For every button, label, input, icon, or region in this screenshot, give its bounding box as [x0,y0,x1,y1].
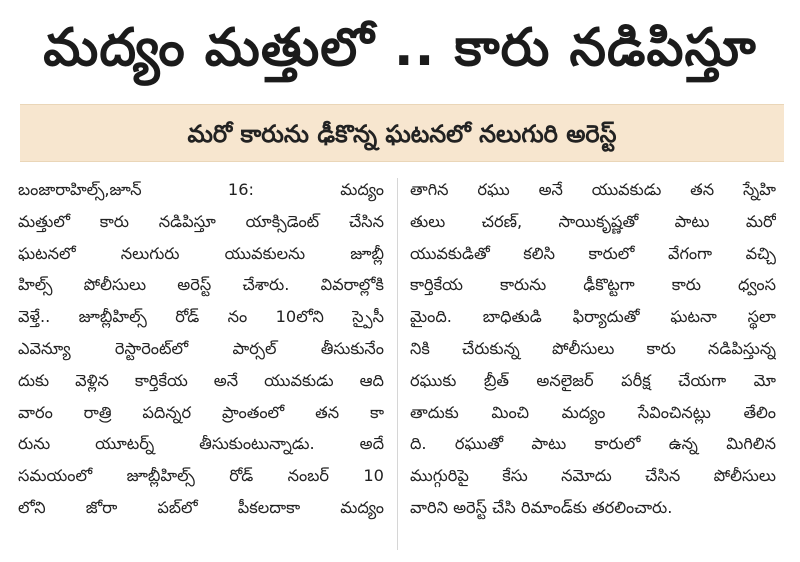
article-body [18,174,784,556]
left-column-line: హిల్స్ పోలీసులు అరెస్ట్ చేశారు. వివరాల్లోకి [18,275,384,295]
subheadline: మరో కారును ఢీకొన్న ఘటనలో నలుగురి అరెస్ట్ [187,120,617,148]
left-column-line: బంజారాహిల్స్,జూన్ 16: మద్యం [18,180,384,199]
right-column-line: తులు చరణ్, సాయికృష్ణతో పాటు మరో [410,211,776,231]
right-column [410,174,776,556]
right-column-line: నికి చేరుకున్న పోలీసులు కారు నడిపిస్తున్న [410,338,776,358]
left-column-line: రును యూటర్న్ తీసుకుంటున్నాడు. అదే [18,434,384,454]
right-column-line: ది. రఘుతో పాటు కారులో ఉన్న మిగిలిన [410,434,776,454]
left-column-line: దుకు వెళ్లిన కార్తికేయ అనే యువకుడు ఆది [18,370,384,390]
right-column-line: రఘుకు బ్రీత్ అనలైజర్ పరీక్ష చేయగా మో [410,370,776,390]
right-column-line: వారిని అరెస్ట్ చేసి రిమాండ్‌కు తరలించారు. [410,497,673,517]
left-column [18,174,384,556]
right-column-line: ముగ్గురిపై కేసు నమోదు చేసిన పోలీసులు [410,466,776,486]
left-column-line: లోని జోరా పబ్‌లో పీకలదాకా మద్యం [18,497,384,517]
right-column-line: కార్తికేయ కారును ఢీకొట్టగా కారు ధ్వంస [410,275,776,295]
column-divider [397,178,398,550]
right-column-line: తాదుకు మించి మద్యం సేవించినట్లు తేలిం [410,402,776,422]
left-column-line: వారం రాత్రి పదిన్నర ప్రాంతంలో తన కా [18,402,384,422]
left-column-line: వెళ్తే.. జూబ్లీహిల్స్ రోడ్ నం 10లోని స్పైసీ [18,307,384,327]
left-column-line: సమయంలో జూబ్లీహిల్స్ రోడ్ నంబర్ 10 [18,466,384,486]
left-column-line: మత్తులో కారు నడిపిస్తూ యాక్సిడెంట్ చేసిన [18,211,384,231]
right-column-line: మైంది. బాధితుడి ఫిర్యాదుతో ఘటనా స్థలా [410,307,776,327]
headline: మద్యం మత్తులో .. కారు నడిపిస్తూ [43,18,757,78]
right-column-line: యువకుడితో కలిసి కారులో వేగంగా వచ్చి [410,243,776,263]
left-column-line: ఘటనలో నలుగురు యువకులను జూబ్లీ [18,243,384,263]
subheadline-band [20,104,784,162]
left-column-line: ఎవెన్యూ రెస్టారెంట్‌లో పార్సల్ తీసుకునేం [18,338,384,358]
right-column-line: తాగిన రఘు అనే యువకుడు తన స్నేహి [410,180,776,199]
